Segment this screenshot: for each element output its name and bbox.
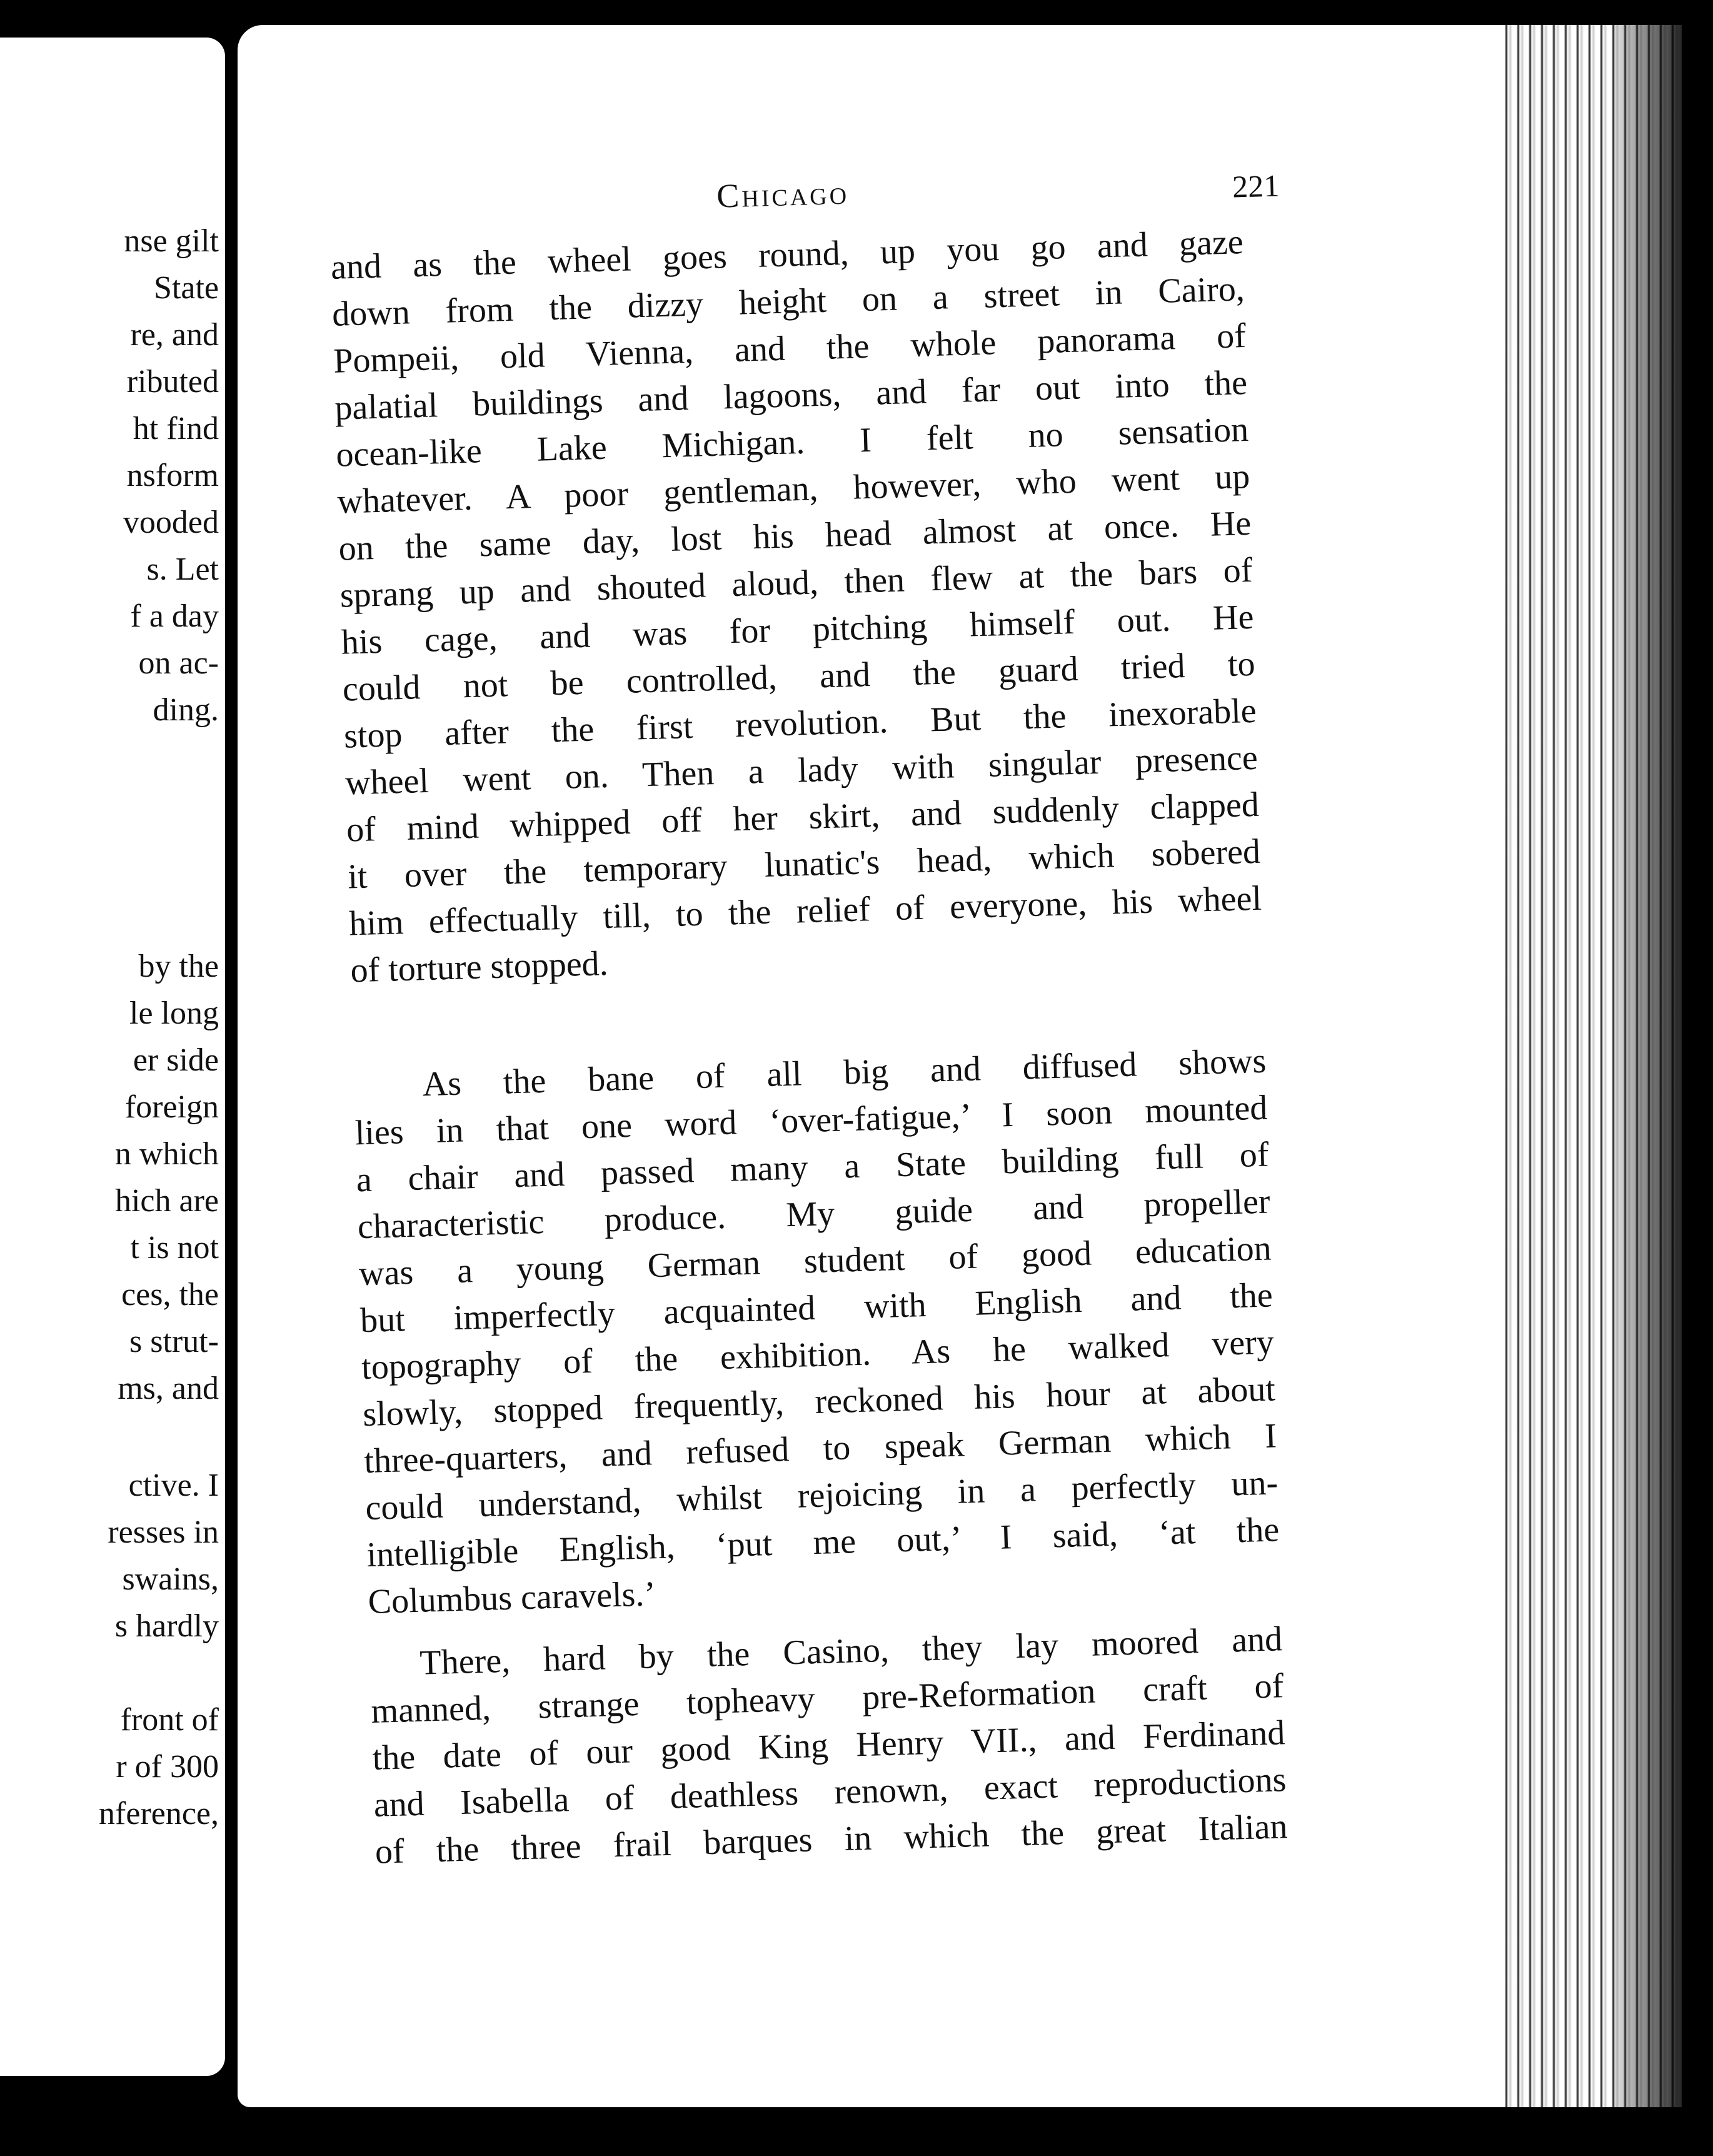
text-line: could understand, whilst rejoicing in a perfectly un-: [364, 1463, 1278, 1528]
left-page-line: t is not: [130, 1230, 219, 1266]
text-line: of torture stopped.: [349, 944, 609, 990]
left-page-line: hich are: [114, 1183, 219, 1219]
left-page-line: swains,: [122, 1561, 219, 1597]
left-page-line: s. Let: [146, 552, 219, 587]
text-line: There, hard by the Casino, they lay moored and: [419, 1620, 1283, 1683]
left-page-line: State: [154, 270, 219, 306]
running-head-title: Chicago: [716, 173, 850, 215]
left-page-line: by the: [138, 949, 219, 984]
left-page-line: ces, the: [121, 1277, 219, 1312]
text-line: and as the wheel goes round, up you go and gaze: [330, 223, 1244, 287]
text-line: stop after the first revolution. But the inexorable: [343, 691, 1257, 756]
left-page-line: ributed: [126, 364, 219, 400]
text-line: him effectually till, to the relief of everyone, his wheel: [348, 879, 1262, 944]
text-line: slowly, stopped frequently, reckoned his hour at about: [362, 1369, 1276, 1434]
text-line: wheel went on. Then a lady with singular presence: [344, 738, 1258, 803]
text-line: topography of the exhibition. As he walked very: [361, 1322, 1275, 1388]
text-line: three-quarters, and refused to speak German which I: [363, 1416, 1277, 1481]
left-page-line: s strut-: [129, 1324, 219, 1359]
text-line: a chair and passed many a State building full of: [356, 1135, 1270, 1200]
text-line: palatial buildings and lagoons, and far out into the: [334, 363, 1248, 428]
left-page-line: ctive. I: [128, 1468, 219, 1503]
text-line: Columbus caravels.’: [367, 1574, 656, 1622]
text-line: of the three frail barques in which the great Italian: [374, 1807, 1289, 1871]
right-page: [238, 25, 1682, 2107]
left-page-line: front of: [120, 1702, 219, 1738]
text-line: intelligible English, ‘put me out,’ I said, ‘at the: [366, 1510, 1280, 1575]
left-page-line: r of 300: [116, 1749, 219, 1785]
text-line: characteristic produce. My guide and propeller: [357, 1182, 1271, 1247]
left-page-line: on ac-: [138, 645, 219, 681]
text-line: sprang up and shouted aloud, then flew at the bars of: [339, 550, 1253, 615]
left-page-line: ht find: [133, 411, 219, 446]
text-line: it over the temporary lunatic's head, which sobered: [347, 832, 1261, 897]
text-line: As the bane of all big and diffused shows: [421, 1041, 1267, 1104]
text-line: the date of our good King Henry VII., and Ferdinand: [371, 1713, 1286, 1778]
page-edges-shadow: [1613, 25, 1682, 2107]
left-page-line: nsform: [126, 458, 219, 493]
text-line: whatever. A poor gentleman, however, who went up: [336, 456, 1250, 521]
text-line: his cage, and was for pitching himself out. He: [341, 597, 1255, 662]
left-page-line: er side: [133, 1042, 219, 1078]
left-page: [0, 38, 225, 2076]
left-page-line: s hardly: [114, 1608, 219, 1644]
text-line: manned, strange topheavy pre-Reformation craft of: [370, 1666, 1284, 1731]
left-page-line: le long: [129, 995, 219, 1031]
text-line: and Isabella of deathless renown, exact reproductions: [373, 1760, 1287, 1825]
text-line: but imperfectly acquainted with English and the: [359, 1276, 1273, 1341]
left-page-line: resses in: [108, 1514, 219, 1550]
text-line: ocean-like Lake Michigan. I felt no sensation: [335, 410, 1249, 475]
text-block: [325, 36, 1327, 1938]
text-line: was a young German student of good education: [358, 1229, 1272, 1294]
text-line: lies in that one word ‘over-fatigue,’ I soon mounted: [354, 1088, 1268, 1153]
left-page-line: nse gilt: [124, 223, 219, 259]
left-page-line: nference,: [99, 1796, 219, 1831]
text-line: on the same day, lost his head almost at once. He: [338, 503, 1252, 568]
left-page-line: n which: [114, 1136, 219, 1172]
page-number: 221: [1232, 168, 1280, 204]
left-page-line: vooded: [123, 505, 219, 540]
text-line: could not be controlled, and the guard tried to: [342, 644, 1256, 709]
left-page-line: re, and: [130, 317, 219, 353]
text-line: down from the dizzy height on a street in Cairo,: [331, 270, 1245, 334]
left-page-line: ding.: [153, 692, 219, 728]
left-page-line: foreign: [124, 1089, 219, 1125]
left-page-line: f a day: [130, 598, 219, 634]
text-line: of mind whipped off her skirt, and suddenly clapped: [346, 785, 1260, 850]
text-line: Pompeii, old Vienna, and the whole panorama of: [333, 316, 1247, 381]
left-page-line: ms, and: [118, 1371, 219, 1406]
